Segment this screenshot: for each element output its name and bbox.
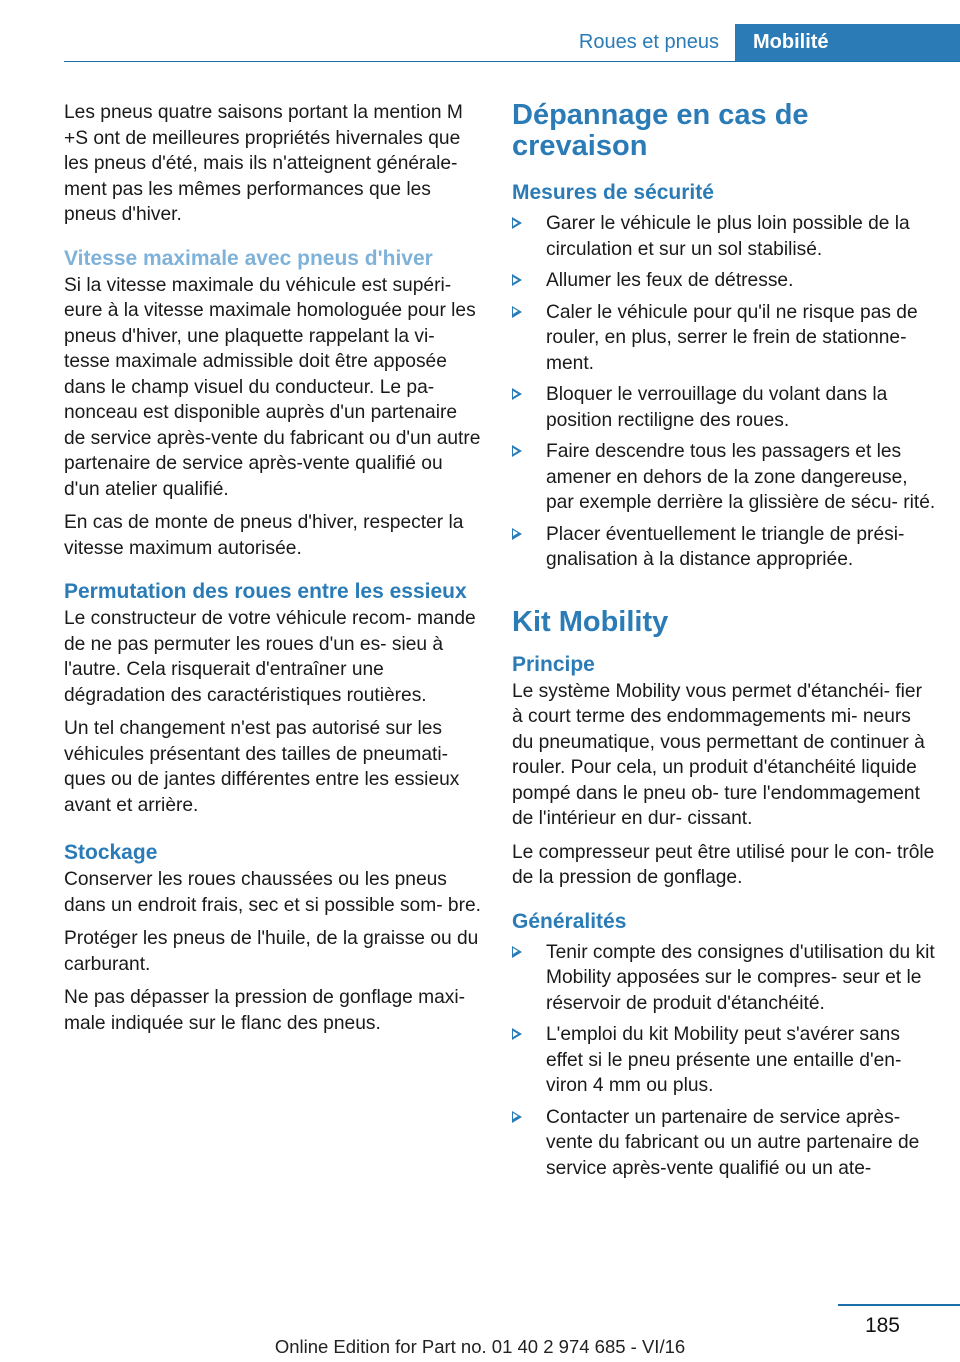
generalites-heading: Généralités bbox=[512, 909, 627, 933]
list-item: Caler le véhicule pour qu'il ne risque pas de rouler, en plus, serrer le frein de stationne‐ ment. bbox=[512, 300, 937, 377]
list-item: Tenir compte des consignes d'utilisation du kit Mobility apposées sur le compres‐ seur et le réservoir de produit d'étanchéité. bbox=[512, 940, 937, 1017]
stockage-paragraph-2: Protéger les pneus de l'huile, de la graisse ou du carburant. bbox=[64, 928, 479, 975]
stockage-paragraph-1: Conserver les roues chaussées ou les pneus dans un endroit frais, sec et si possible som‐ bre. bbox=[64, 869, 481, 916]
triangle-bullet-icon bbox=[512, 1111, 522, 1123]
mesures-list bbox=[512, 211, 937, 573]
permutation-heading: Permutation des roues entre les essieux bbox=[64, 580, 467, 603]
list-item: Faire descendre tous les passagers et les amener en dehors de la zone dangereuse, par exemple derrière la glissière de sécu‐ rité. bbox=[512, 439, 937, 516]
principe-paragraph-2: Le compresseur peut être utilisé pour le con‐ trôle de la pression de gonflage. bbox=[512, 841, 935, 888]
triangle-bullet-icon bbox=[512, 274, 522, 286]
principe-paragraph-1: Le système Mobility vous permet d'étanchéi‐ fier à court terme des endommagements mi‐ neurs du pneumatique, vous permettant de continuer à rouler. Pour cela, un produit d'étanchéité liquide pompé dans le pneu ob‐ ture l'endommagement de l'intérieur en dur‐ cissant. bbox=[512, 680, 925, 829]
header-chapter-tab: Mobilité bbox=[735, 24, 960, 61]
list-item: Garer le véhicule le plus loin possible de la circulation et sur un sol stabilisé. bbox=[512, 211, 937, 262]
left-column bbox=[64, 100, 482, 1044]
triangle-bullet-icon bbox=[512, 306, 522, 318]
mesures-heading: Mesures de sécurité bbox=[512, 181, 714, 204]
list-item: Bloquer le verrouillage du volant dans la position rectiligne des roues. bbox=[512, 382, 937, 433]
triangle-bullet-icon bbox=[512, 445, 522, 457]
triangle-bullet-icon bbox=[512, 528, 522, 540]
footer-rule bbox=[838, 1304, 960, 1306]
list-item: L'emploi du kit Mobility peut s'avérer sans effet si le pneu présente une entaille d'en‐ viron 4 mm ou plus. bbox=[512, 1022, 937, 1099]
edition-note: Online Edition for Part no. 01 40 2 974 685 - VI/16 bbox=[274, 1336, 686, 1357]
vitesse-paragraph-1: Si la vitesse maximale du véhicule est supéri‐ eure à la vitesse maximale homologuée pour les pneus d'hiver, une plaquette rappelant la vi‐ tesse maximale admissible doit être apposée dans le champ visuel du conducteur. Le pa‐ nonceau est disponible auprès d'un partenaire de service après-vente du fabricant ou d'un autre partenaire de service après-vente qualifié ou d'un atelier qualifié. bbox=[64, 274, 481, 500]
generalites-list bbox=[512, 940, 937, 1182]
triangle-bullet-icon bbox=[512, 946, 522, 958]
vitesse-heading: Vitesse maximale avec pneus d'hiver bbox=[64, 246, 433, 270]
right-column bbox=[512, 100, 937, 1187]
header-rule bbox=[64, 61, 960, 62]
page-number: 185 bbox=[864, 1314, 900, 1337]
stockage-paragraph-3: Ne pas dépasser la pression de gonflage maxi‐ male indiquée sur le flanc des pneus. bbox=[64, 987, 466, 1034]
kit-mobility-heading: Kit Mobility bbox=[512, 605, 669, 638]
stockage-heading: Stockage bbox=[64, 841, 158, 864]
depannage-heading: Dépannage en cas de crevaison bbox=[512, 99, 809, 162]
triangle-bullet-icon bbox=[512, 217, 522, 229]
list-item: Contacter un partenaire de service après- vente du fabricant ou un autre partenaire de service après-vente qualifié ou un ate‐ bbox=[512, 1105, 937, 1182]
vitesse-paragraph-2: En cas de monte de pneus d'hiver, respecter la vitesse maximum autorisée. bbox=[64, 512, 464, 559]
intro-paragraph: Les pneus quatre saisons portant la mention M +S ont de meilleures propriétés hivernales que les pneus d'été, mais ils n'atteignent générale‐ ment pas les mêmes performances que les pneus d'hiver. bbox=[64, 102, 463, 225]
permutation-paragraph-2: Un tel changement n'est pas autorisé sur les véhicules présentant des tailles de pneumati‐ ques ou de jantes différentes entre les essieux avant et arrière. bbox=[64, 718, 460, 816]
permutation-paragraph-1: Le constructeur de votre véhicule recom‐ mande de ne pas permuter les roues d'un es‐ sieu à l'autre. Cela risquerait d'entraîner une dégradation des caractéristiques routières. bbox=[64, 608, 476, 706]
principe-heading: Principe bbox=[512, 652, 595, 676]
triangle-bullet-icon bbox=[512, 388, 522, 400]
triangle-bullet-icon bbox=[512, 1028, 522, 1040]
list-item: Allumer les feux de détresse. bbox=[512, 268, 937, 294]
list-item: Placer éventuellement le triangle de prési‐ gnalisation à la distance appropriée. bbox=[512, 522, 937, 573]
header-section-tab: Roues et pneus bbox=[578, 31, 719, 53]
